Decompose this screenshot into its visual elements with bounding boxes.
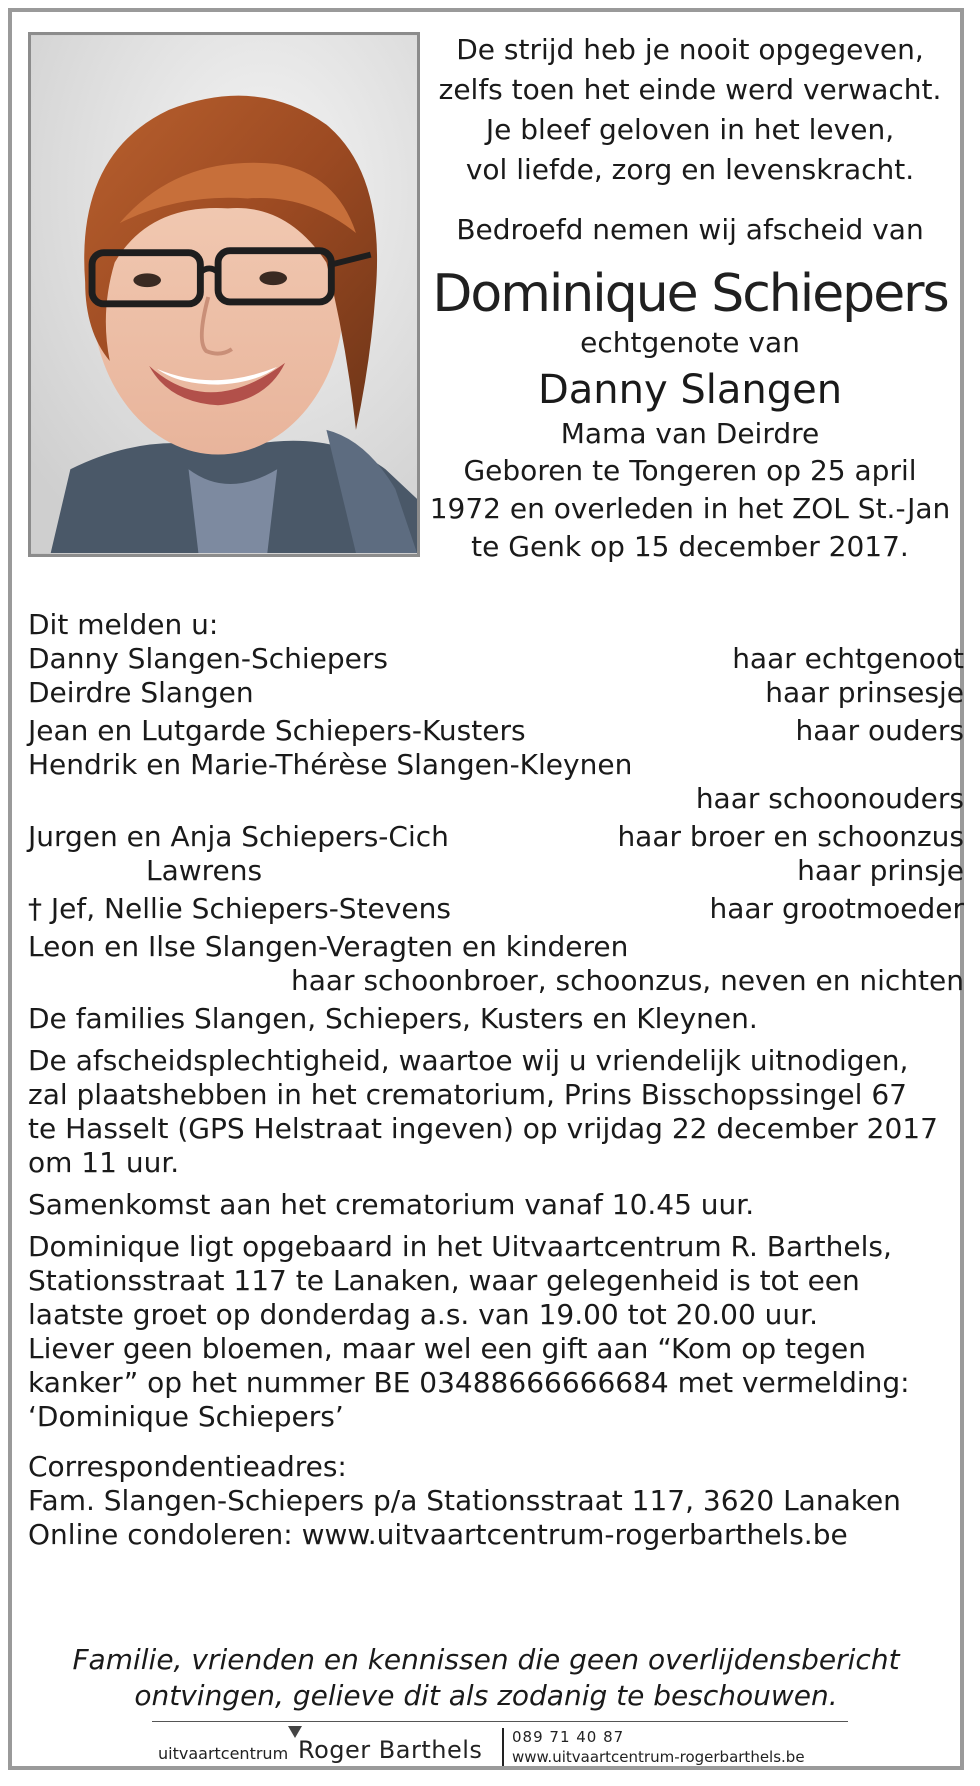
ceremony-paragraph [28, 1044, 964, 1180]
announce-label: Dit melden u: [28, 608, 219, 641]
family-row [28, 676, 964, 710]
families-line: De families Slangen, Schiepers, Kusters en Kleynen. [28, 1002, 758, 1035]
family-relation: haar ouders [795, 714, 964, 747]
footer-divider [152, 1721, 848, 1722]
family-relation: haar schoonouders [695, 782, 964, 815]
viewing-line: kanker” op het nummer BE 03488666666684 met vermelding: [28, 1366, 910, 1399]
family-name: Jurgen en Anja Schiepers-Cich [28, 820, 449, 853]
poem-line: Je bleef geloven in het leven, [485, 113, 895, 146]
online-condolence: Online condoleren: www.uitvaartcentrum-rogerbarthels.be [28, 1518, 848, 1551]
brand-phone: 089 71 40 87 [512, 1728, 625, 1746]
viewing-line: Stationsstraat 117 te Lanaken, waar gelegenheid is tot een [28, 1264, 860, 1297]
family-name: Deirdre Slangen [28, 676, 254, 709]
correspondence-address: Fam. Slangen-Schiepers p/a Stationsstraat 117, 3620 Lanaken [28, 1484, 901, 1517]
born-line: Geboren te Tongeren op 25 april [463, 454, 917, 487]
spouse-name: Danny Slangen [537, 367, 843, 413]
viewing-line: Dominique ligt opgebaard in het Uitvaartcentrum R. Barthels, [28, 1230, 892, 1263]
spouse-label: echtgenote van [580, 326, 800, 359]
family-relation: haar grootmoeder [709, 892, 964, 925]
ceremony-line: te Hasselt (GPS Helstraat ingeven) op vrijdag 22 december 2017 [28, 1112, 938, 1145]
family-name: Hendrik en Marie-Thérèse Slangen-Kleynen [28, 748, 633, 781]
family-row [28, 820, 964, 854]
brand-name: Roger Barthels [298, 1736, 483, 1764]
brand-prefix: uitvaartcentrum [158, 1744, 289, 1763]
footer-note-line: ontvingen, gelieve dit als zodanig te beschouwen. [134, 1679, 838, 1712]
ceremony-line: De afscheidsplechtigheid, waartoe wij u vriendelijk uitnodigen, [28, 1044, 909, 1077]
family-relation: haar prinsesje [765, 676, 964, 709]
funeral-home-brand [158, 1726, 858, 1772]
poem [424, 30, 956, 190]
family-row [28, 854, 964, 888]
family-name: Danny Slangen-Schiepers [28, 642, 389, 675]
portrait-photo [28, 32, 420, 557]
family-name: Leon en Ilse Slangen-Veragten en kinderen [28, 930, 629, 963]
poem-line: vol liefde, zorg en levenskracht. [465, 153, 915, 186]
footer-note-line: Familie, vrienden en kennissen die geen overlijdensbericht [72, 1643, 900, 1676]
poem-line: De strijd heb je nooit opgegeven, [456, 33, 924, 66]
family-row [28, 892, 964, 926]
family-name: Lawrens [146, 854, 263, 887]
born-line: 1972 en overleden in het ZOL St.-Jan [429, 492, 951, 525]
family-relation: haar prinsje [797, 854, 964, 887]
ceremony-line: om 11 uur. [28, 1146, 180, 1179]
viewing-line: laatste groet op donderdag a.s. van 19.00 tot 20.00 uur. [28, 1298, 819, 1331]
footer-note [12, 1642, 960, 1714]
family-row [28, 714, 964, 748]
born-line: te Genk op 15 december 2017. [471, 530, 909, 563]
correspondence-block [28, 1450, 964, 1552]
mama-line: Mama van Deirdre [560, 417, 820, 450]
deceased-name: Dominique Schiepers [432, 264, 948, 324]
brand-divider [502, 1728, 504, 1766]
family-name: Jean en Lutgarde Schiepers-Kusters [28, 714, 526, 747]
family-relation: haar broer en schoonzus [617, 820, 964, 853]
birth-death-info [424, 452, 956, 566]
viewing-line: ‘Dominique Schiepers’ [28, 1400, 344, 1433]
obituary-card [8, 8, 964, 1770]
family-row [28, 642, 964, 676]
intro-text: Bedroefd nemen wij afscheid van [456, 213, 924, 246]
poem-line: zelfs toen het einde werd verwacht. [438, 73, 942, 106]
viewing-paragraph [28, 1230, 964, 1434]
correspondence-label: Correspondentieadres: [28, 1450, 347, 1483]
viewing-line: Liever geen bloemen, maar wel een gift aan “Kom op tegen [28, 1332, 866, 1365]
brand-website: www.uitvaartcentrum-rogerbarthels.be [512, 1748, 805, 1766]
gathering-line: Samenkomst aan het crematorium vanaf 10.45 uur. [28, 1188, 755, 1221]
family-name: † Jef, Nellie Schiepers-Stevens [28, 892, 451, 925]
family-relation: haar echtgenoot [732, 642, 964, 675]
portrait-illustration [31, 35, 417, 554]
ceremony-line: zal plaatshebben in het crematorium, Prins Bisschopssingel 67 [28, 1078, 907, 1111]
header-text-column [424, 30, 956, 566]
family-relation: haar schoonbroer, schoonzus, neven en nichten [290, 964, 964, 997]
announcement-body [28, 608, 964, 1552]
